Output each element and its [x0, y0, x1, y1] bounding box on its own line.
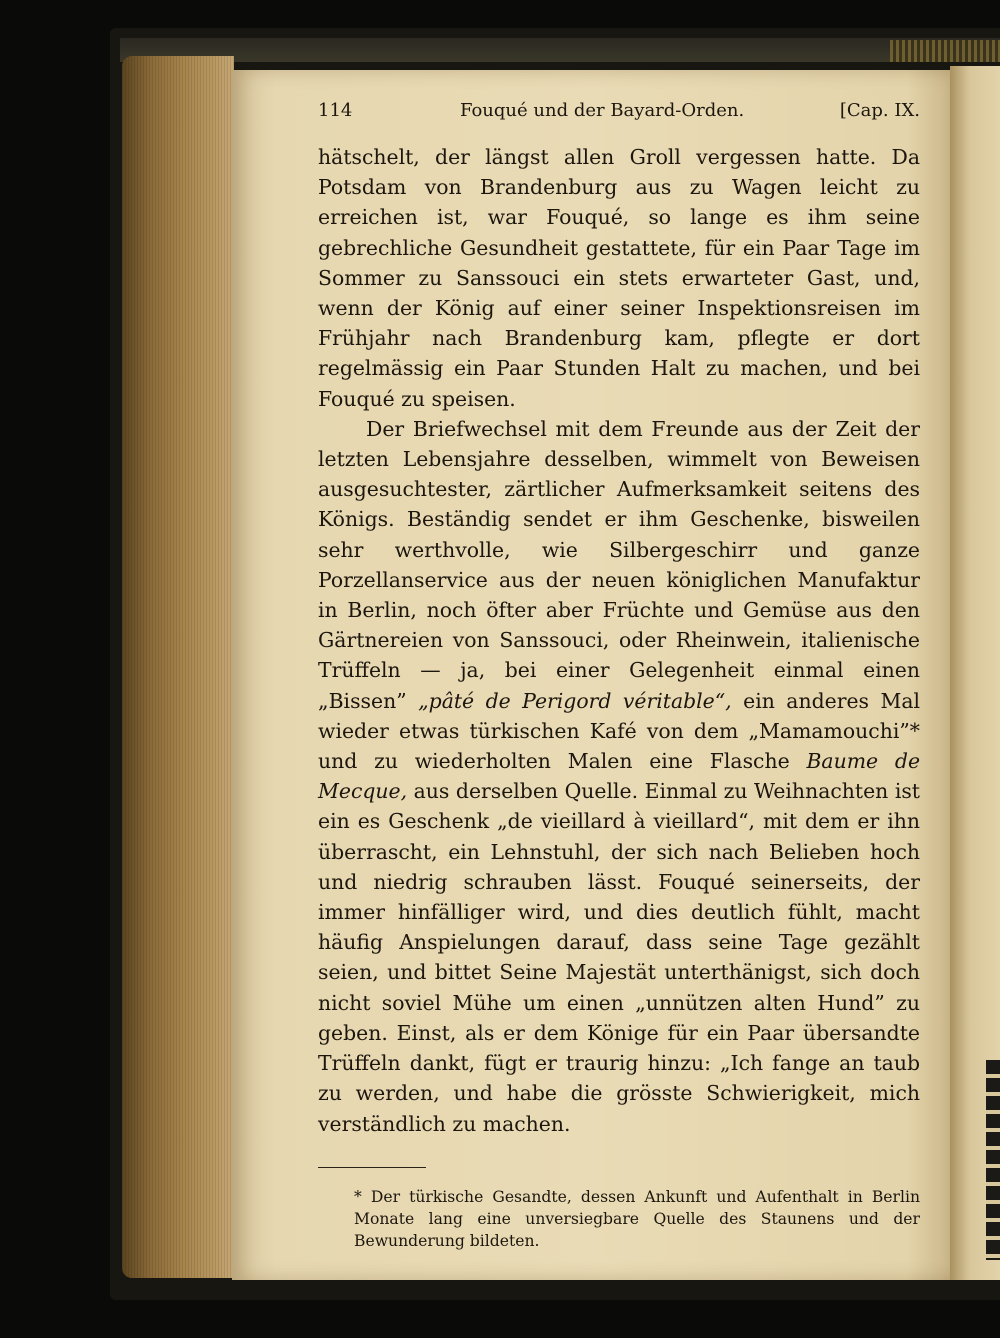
page-content: [318, 100, 920, 1252]
running-title: Fouqué und der Bayard-Orden.: [459, 100, 745, 121]
italic-baume-de-mecque: Baume de Mecque,: [318, 749, 921, 804]
paragraph-1: hätschelt, der längst allen Groll vergessen hatte. Da Potsdam von Brandenburg aus zu Wagen leicht zu erreichen ist, war Fouqué, so lange es ihm seine gebrechliche Gesundheit gestattete, für ein Paar Tage im Sommer zu Sanssouci ein stets erwarteter Gast, und, wenn der König auf einer seiner Inspektionsreisen im Frühjahr nach Brandenburg kam, pflegte er dort regelmässig ein Paar Stunden Halt zu machen, und bei Fouqué zu speisen.: [318, 145, 920, 411]
book-cover-top-edge: [120, 38, 1000, 62]
paragraph-2-part-e: aus derselben Quelle. Einmal zu Weihnachten ist ein es Geschenk „de vieillard à vieillard“, mit dem er ihn überrascht, ein Lehnstuhl, der sich nach Belieben hoch und niedrig schrauben lässt. Fouqué seinerseits, der immer hinfälliger wird, und dies deutlich fühlt, macht häufig Anspielungen darauf, dass seine Tage gezählt seien, und bittet Seine Majestät unterthänigst, sich doch nicht soviel Mühe um einen „unnützen alten Hund” zu geben. Einst, als er dem Könige für ein Paar übersandte Trüffeln dankt, fügt er traurig hinzu: „Ich fange an taub zu werden, und habe die grösste Schwierigkeit, mich verständlich zu machen.: [318, 779, 920, 1136]
page-block-edge: [122, 56, 234, 1278]
body-text: [318, 142, 920, 1139]
paragraph-2-part-c: ein anderes Mal wieder etwas türkischen Kafé von dem „Mamamouchi”* und zu wiederholten Malen eine Flasche: [318, 688, 921, 774]
chapter-label: [Cap. IX.: [839, 100, 920, 121]
running-header: [318, 100, 920, 126]
page-number: 114: [318, 100, 353, 121]
paragraph-2-part-a: Der Briefwechsel mit dem Freunde aus der Zeit der letzten Lebensjahre desselben, wimmelt von Beweisen ausgesuchtester, zärtlicher Aufmerksamkeit seitens des Königs. Beständig sendet er ihm Geschenke, bisweilen sehr werthvolle, wie Silbergeschirr und ganze Porzellanservice aus der neuen königlichen Manufaktur in Berlin, noch öfter aber Früchte und Gemüse aus den Gärtnereien von Sanssouci, oder Rheinwein, italienische Trüffeln — ja, bei einer Gelegenheit einmal einen „Bissen”: [318, 416, 920, 713]
footnote-text: * Der türkische Gesandte, dessen Ankunft und Aufenthalt in Berlin Monate lang eine unversiegbare Quelle des Staunens und der Bewunderung bildeten.: [354, 1187, 920, 1250]
paragraph-2: [318, 414, 920, 1139]
gilt-spine-decoration: [890, 40, 1000, 62]
italic-pate-de-perigord: „pâté de Perigord véritable“,: [418, 688, 732, 713]
footnote: [318, 1186, 920, 1252]
bookmark-strip: [986, 1060, 1000, 1260]
footnote-rule: [318, 1167, 426, 1168]
